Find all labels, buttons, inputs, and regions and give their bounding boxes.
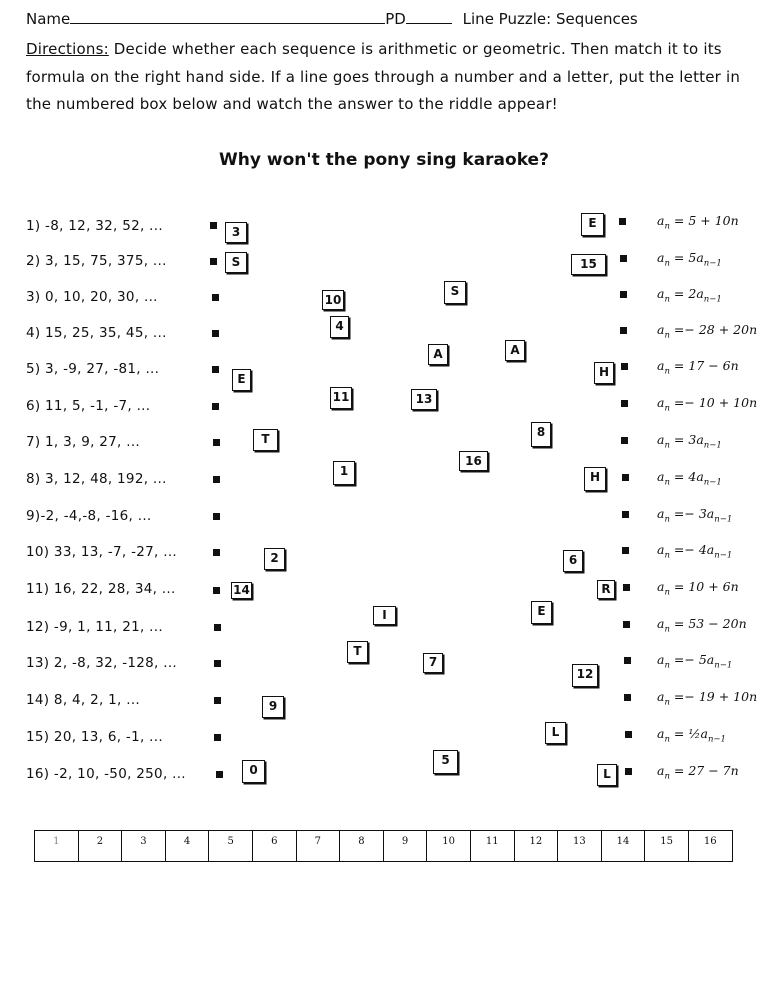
formula-10: $a_n =- 4a_{n-1}$ <box>657 542 733 561</box>
puzzle-box: 3 <box>225 222 247 243</box>
worksheet-title: Line Puzzle: Sequences <box>462 10 638 28</box>
answer-cell-1[interactable]: 1 <box>35 831 79 862</box>
right-dot[interactable] <box>622 511 629 518</box>
puzzle-box: E <box>531 601 552 624</box>
left-dot[interactable] <box>213 587 220 594</box>
left-dot[interactable] <box>212 294 219 301</box>
left-dot[interactable] <box>214 624 221 631</box>
puzzle-box: H <box>594 362 614 384</box>
answer-cell-16[interactable]: 16 <box>688 831 732 862</box>
answer-cell-10[interactable]: 10 <box>427 831 471 862</box>
left-dot[interactable] <box>216 771 223 778</box>
right-dot[interactable] <box>621 437 628 444</box>
puzzle-box: 16 <box>459 451 488 471</box>
left-dot[interactable] <box>213 549 220 556</box>
formula-7: $a_n = 3a_{n-1}$ <box>657 432 722 451</box>
sequence-14: 14) 8, 4, 2, 1, ... <box>26 692 140 708</box>
sequence-4: 4) 15, 25, 35, 45, ... <box>26 325 167 341</box>
formula-1: $a_n = 5 + 10n$ <box>657 213 739 232</box>
sequence-2: 2) 3, 15, 75, 375, ... <box>26 253 167 269</box>
name-label: Name <box>26 10 71 28</box>
puzzle-box: T <box>253 429 278 451</box>
left-dot[interactable] <box>214 734 221 741</box>
puzzle-box: H <box>584 467 606 491</box>
formula-8: $a_n = 4a_{n-1}$ <box>657 469 722 488</box>
left-dot[interactable] <box>214 660 221 667</box>
formula-6: $a_n =- 10 + 10n$ <box>657 395 758 414</box>
formula-3: $a_n = 2a_{n-1}$ <box>657 286 722 305</box>
puzzle-box: 11 <box>330 387 352 409</box>
sequence-11: 11) 16, 22, 28, 34, ... <box>26 581 176 597</box>
answer-cell-8[interactable]: 8 <box>340 831 384 862</box>
left-dot[interactable] <box>212 366 219 373</box>
answer-cell-3[interactable]: 3 <box>122 831 166 862</box>
left-dot[interactable] <box>213 439 220 446</box>
formula-5: $a_n = 17 - 6n$ <box>657 358 739 377</box>
sequence-15: 15) 20, 13, 6, -1, ... <box>26 729 163 745</box>
answer-cell-13[interactable]: 13 <box>558 831 602 862</box>
puzzle-box: 0 <box>242 760 265 783</box>
left-dot[interactable] <box>210 258 217 265</box>
puzzle-box: 13 <box>411 389 437 410</box>
right-dot[interactable] <box>620 327 627 334</box>
right-dot[interactable] <box>620 291 627 298</box>
formula-4: $a_n =- 28 + 20n$ <box>657 322 758 341</box>
puzzle-box: A <box>428 344 448 365</box>
puzzle-box: T <box>347 641 368 663</box>
formula-13: $a_n =- 5a_{n-1}$ <box>657 652 733 671</box>
sequence-9: 9)-2, -4,-8, -16, ... <box>26 508 152 524</box>
puzzle-box: 6 <box>563 550 583 572</box>
sequence-5: 5) 3, -9, 27, -81, ... <box>26 361 160 377</box>
left-dot[interactable] <box>214 697 221 704</box>
answer-row <box>35 831 733 862</box>
left-dot[interactable] <box>212 330 219 337</box>
answer-cell-4[interactable]: 4 <box>165 831 209 862</box>
left-dot[interactable] <box>210 222 217 229</box>
formula-11: $a_n = 10 + 6n$ <box>657 579 739 598</box>
puzzle-box: 9 <box>262 696 284 718</box>
puzzle-box: 1 <box>333 461 355 485</box>
puzzle-box: 12 <box>572 664 598 687</box>
sequence-13: 13) 2, -8, 32, -128, ... <box>26 655 178 671</box>
sequence-16: 16) -2, 10, -50, 250, ... <box>26 766 186 782</box>
puzzle-box: L <box>545 722 566 744</box>
right-dot[interactable] <box>620 255 627 262</box>
puzzle-box: E <box>581 213 604 236</box>
puzzle-box: 10 <box>322 290 344 310</box>
answer-cell-2[interactable]: 2 <box>78 831 122 862</box>
sequence-6: 6) 11, 5, -1, -7, ... <box>26 398 151 414</box>
sequence-3: 3) 0, 10, 20, 30, ... <box>26 289 158 305</box>
right-dot[interactable] <box>622 547 629 554</box>
puzzle-box: 8 <box>531 422 551 447</box>
formula-2: $a_n = 5a_{n-1}$ <box>657 250 722 269</box>
name-field[interactable] <box>70 9 385 24</box>
puzzle-box: A <box>505 340 525 361</box>
puzzle-box: E <box>232 369 251 391</box>
puzzle-box: 4 <box>330 316 349 338</box>
worksheet-header <box>26 9 638 28</box>
answer-cell-14[interactable]: 14 <box>601 831 645 862</box>
sequence-7: 7) 1, 3, 9, 27, ... <box>26 434 140 450</box>
right-dot[interactable] <box>624 657 631 664</box>
puzzle-box: 5 <box>433 750 458 774</box>
puzzle-box: R <box>597 580 615 599</box>
pd-label: PD <box>385 10 406 28</box>
left-dot[interactable] <box>213 513 220 520</box>
answer-cell-7[interactable]: 7 <box>296 831 340 862</box>
right-dot[interactable] <box>625 768 632 775</box>
formula-15: $a_n$ = $\frac{1}{2}a_{n-1}$ <box>657 726 726 745</box>
right-dot[interactable] <box>619 218 626 225</box>
answer-cell-5[interactable]: 5 <box>209 831 253 862</box>
riddle-title: Why won't the pony sing karaoke? <box>219 150 549 170</box>
answer-cell-12[interactable]: 12 <box>514 831 558 862</box>
sequence-8: 8) 3, 12, 48, 192, ... <box>26 471 167 487</box>
sequence-12: 12) -9, 1, 11, 21, ... <box>26 619 163 635</box>
pd-field[interactable] <box>406 9 452 24</box>
sequence-10: 10) 33, 13, -7, -27, ... <box>26 544 178 560</box>
puzzle-box: 15 <box>571 254 606 275</box>
directions-text: Decide whether each sequence is arithmetic or geometric. Then match it to its formula on the right hand side. If a line goes through a number and a letter, put the letter in the numbered box below and watch the answer to the riddle appear! <box>26 40 741 113</box>
formula-12: $a_n = 53 - 20n$ <box>657 616 747 635</box>
answer-cell-6[interactable]: 6 <box>252 831 296 862</box>
sequence-1: 1) -8, 12, 32, 52, ... <box>26 218 163 234</box>
puzzle-box: S <box>444 281 466 304</box>
puzzle-box: I <box>373 606 396 625</box>
right-dot[interactable] <box>621 400 628 407</box>
answer-cell-11[interactable]: 11 <box>470 831 514 862</box>
left-dot[interactable] <box>212 403 219 410</box>
right-dot[interactable] <box>622 474 629 481</box>
answer-cell-9[interactable]: 9 <box>383 831 427 862</box>
left-dot[interactable] <box>213 476 220 483</box>
puzzle-box: 2 <box>264 548 285 570</box>
directions <box>26 36 746 119</box>
right-dot[interactable] <box>623 621 630 628</box>
directions-label: Directions: <box>26 40 109 58</box>
puzzle-box: L <box>597 764 617 786</box>
right-dot[interactable] <box>623 584 630 591</box>
answer-table <box>34 830 733 862</box>
puzzle-box: 14 <box>231 582 252 599</box>
puzzle-box: S <box>225 252 247 273</box>
formula-14: $a_n =- 19 + 10n$ <box>657 689 758 708</box>
answer-cell-15[interactable]: 15 <box>645 831 689 862</box>
right-dot[interactable] <box>621 363 628 370</box>
right-dot[interactable] <box>624 694 631 701</box>
formula-9: $a_n =- 3a_{n-1}$ <box>657 506 733 525</box>
formula-16: $a_n = 27 - 7n$ <box>657 763 739 782</box>
puzzle-box: 7 <box>423 653 443 673</box>
right-dot[interactable] <box>625 731 632 738</box>
